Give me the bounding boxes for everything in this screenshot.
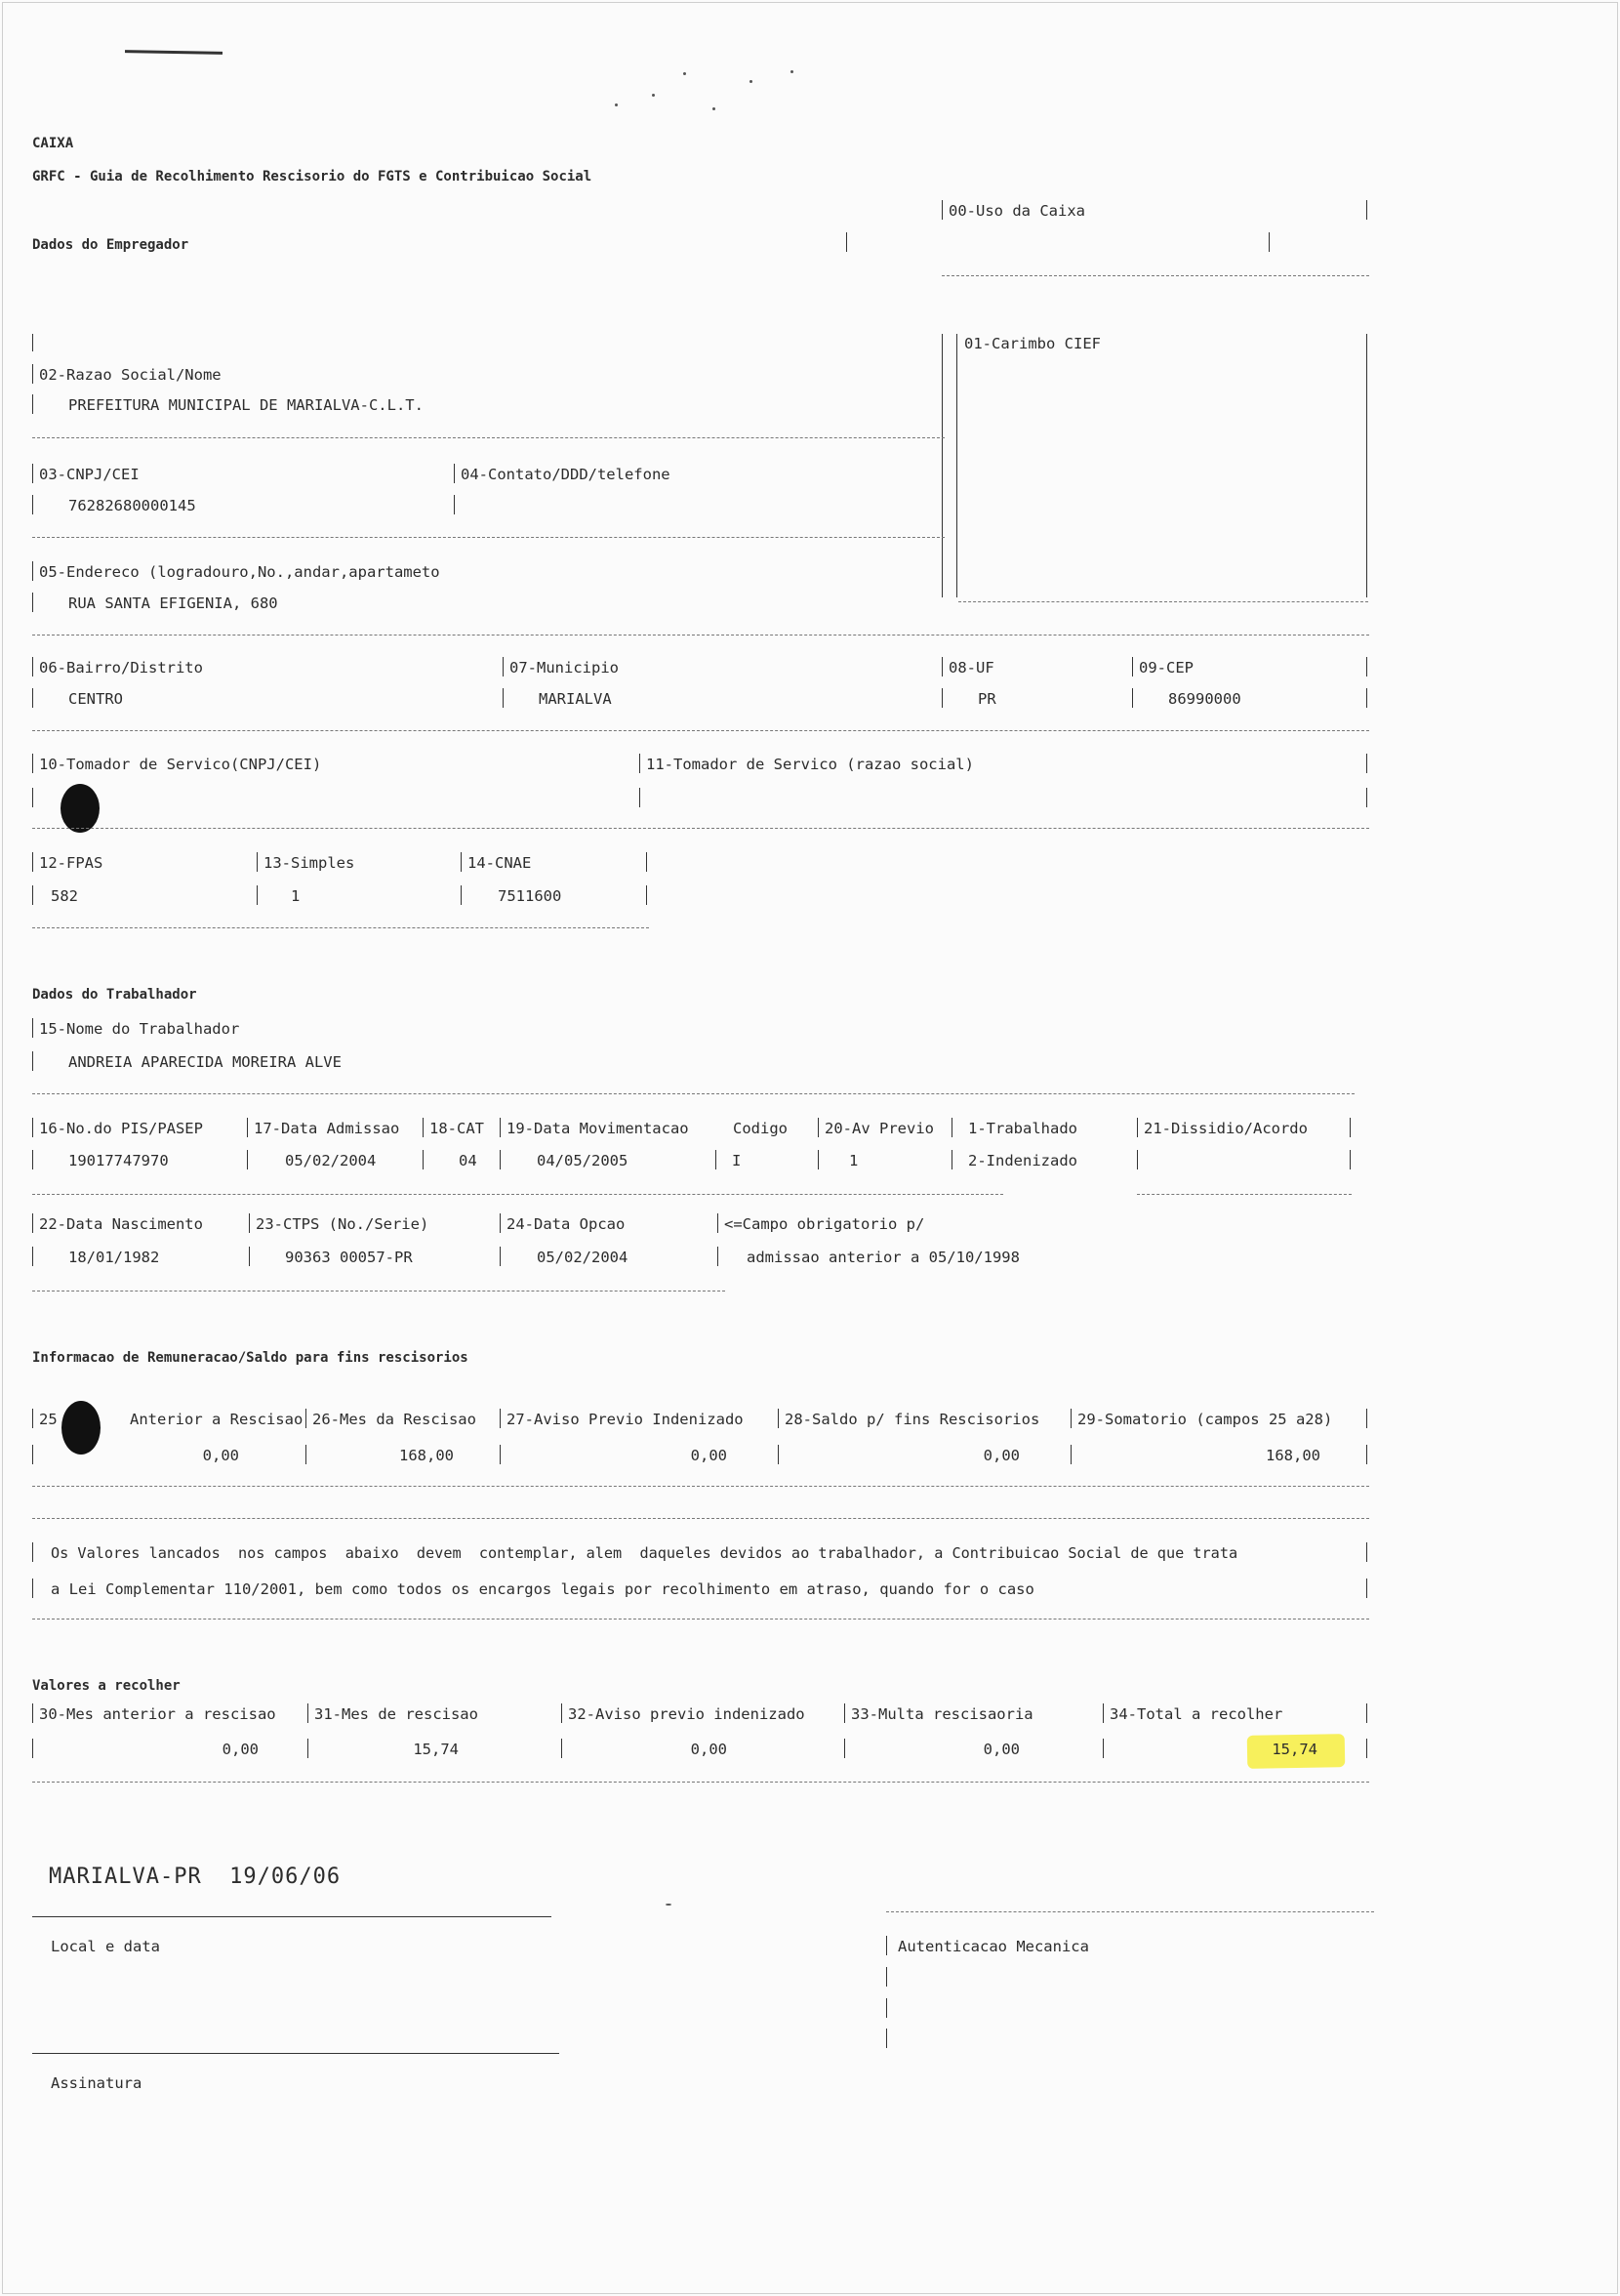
autenticacao-label: Autenticacao Mecanica [898, 1938, 1089, 1955]
divider [1366, 1739, 1367, 1758]
divider [1366, 657, 1367, 676]
form-title: GRFC - Guia de Recolhimento Rescisorio do FGTS e Contribuicao Social [32, 169, 592, 184]
c25-label: Anterior a Rescisao [130, 1411, 304, 1428]
divider [1132, 657, 1133, 676]
codigo-label: Codigo [733, 1120, 788, 1137]
note-line-1: Os Valores lancados nos campos abaixo devem contemplar, alem daqueles devidos ao trabalhador, a Contribuicao Social de que trata [51, 1544, 1238, 1562]
c29-label: 29-Somatorio (campos 25 a28) [1077, 1411, 1333, 1428]
divider [715, 1150, 716, 1169]
divider [1366, 1578, 1367, 1598]
speck [749, 80, 752, 83]
divider [32, 754, 33, 773]
c31-value: 15,74 [413, 1741, 459, 1758]
divider [32, 1703, 33, 1723]
divider [717, 1213, 718, 1233]
note-line-2: a Lei Complementar 110/2001, bem como todos os encargos legais por recolhimento em atraso, quando for o caso [51, 1580, 1034, 1598]
nascimento-label: 22-Data Nascimento [39, 1215, 203, 1233]
section-title-remuneracao: Informacao de Remuneracao/Saldo para fins rescisorios [32, 1350, 468, 1366]
speck [790, 70, 793, 73]
tomador-cnpj-label: 10-Tomador de Servico(CNPJ/CEI) [39, 756, 322, 773]
divider [818, 1118, 819, 1137]
opcao-label: 24-Data Opcao [506, 1215, 626, 1233]
page-border [2, 2, 1618, 2294]
divider [717, 1247, 718, 1266]
divider [32, 464, 33, 483]
divider [1366, 1445, 1367, 1464]
speck [652, 94, 655, 97]
punch-hole-mark [61, 784, 100, 833]
divider [1071, 1445, 1072, 1464]
separator-line [32, 927, 649, 928]
movimentacao-value: 04/05/2005 [537, 1152, 628, 1169]
divider [639, 788, 640, 807]
c26-label: 26-Mes da Rescisao [312, 1411, 476, 1428]
razao-value: PREFEITURA MUNICIPAL DE MARIALVA-C.L.T. [68, 396, 424, 414]
divider [454, 495, 455, 514]
divider [818, 1150, 819, 1169]
divider [247, 1150, 248, 1169]
divider [942, 688, 943, 708]
cnae-value: 7511600 [498, 887, 562, 905]
separator-line [32, 1782, 1369, 1783]
divider [32, 1247, 33, 1266]
divider [1366, 1703, 1367, 1723]
carimbo-label: 01-Carimbo CIEF [964, 335, 1101, 352]
divider [1366, 688, 1367, 708]
municipio-value: MARIALVA [539, 690, 612, 708]
bank-name: CAIXA [32, 136, 74, 151]
section-title-trabalhador: Dados do Trabalhador [32, 987, 197, 1003]
c33-value: 0,00 [983, 1741, 1020, 1758]
pis-label: 16-No.do PIS/PASEP [39, 1120, 203, 1137]
section-title-empregador: Dados do Empregador [32, 237, 189, 253]
tomador-razao-label: 11-Tomador de Servico (razao social) [646, 756, 974, 773]
divider [307, 1739, 308, 1758]
nascimento-value: 18/01/1982 [68, 1249, 160, 1266]
speck [683, 72, 686, 75]
admissao-label: 17-Data Admissao [254, 1120, 400, 1137]
divider [503, 688, 504, 708]
c34-label: 34-Total a recolher [1110, 1705, 1283, 1723]
divider [1366, 788, 1367, 807]
divider [32, 788, 33, 807]
nome-value: ANDREIA APARECIDA MOREIRA ALVE [68, 1053, 342, 1071]
divider [32, 1409, 33, 1428]
separator-line [32, 1619, 1369, 1620]
local-data-label: Local e data [51, 1938, 160, 1955]
divider [32, 1018, 33, 1038]
assinatura-line [32, 2053, 559, 2054]
codigo-value: I [732, 1152, 742, 1169]
contato-label: 04-Contato/DDD/telefone [461, 466, 670, 483]
divider [249, 1247, 250, 1266]
divider [32, 561, 33, 581]
av-previo-value: 1 [849, 1152, 859, 1169]
separator-line [32, 537, 945, 538]
fpas-value: 582 [51, 887, 78, 905]
divider [32, 394, 33, 414]
movimentacao-label: 19-Data Movimentacao [506, 1120, 689, 1137]
divider [247, 1118, 248, 1137]
admissao-anterior-note: admissao anterior a 05/10/1998 [747, 1249, 1020, 1266]
divider [886, 1936, 887, 1955]
cnpj-value: 76282680000145 [68, 497, 196, 514]
c32-label: 32-Aviso previo indenizado [568, 1705, 805, 1723]
divider [1366, 754, 1367, 773]
divider [844, 1739, 845, 1758]
cep-value: 86990000 [1168, 690, 1241, 708]
endereco-label: 05-Endereco (logradouro,No.,andar,apartameto [39, 563, 440, 581]
c28-label: 28-Saldo p/ fins Rescisorios [785, 1411, 1040, 1428]
divider [846, 232, 847, 252]
divider [32, 334, 33, 351]
cat-value: 04 [459, 1152, 477, 1169]
divider [32, 688, 33, 708]
assinatura-label: Assinatura [51, 2074, 142, 2092]
divider [423, 1118, 424, 1137]
municipio-label: 07-Municipio [509, 659, 619, 676]
bairro-label: 06-Bairro/Distrito [39, 659, 203, 676]
c31-label: 31-Mes de rescisao [314, 1705, 478, 1723]
divider [500, 1247, 501, 1266]
c32-value: 0,00 [690, 1741, 727, 1758]
separator-line [32, 635, 1369, 636]
separator-line [32, 828, 1369, 829]
endereco-value: RUA SANTA EFIGENIA, 680 [68, 594, 278, 612]
separator-line [958, 601, 1368, 602]
divider [886, 1967, 887, 1987]
campo-obrigatorio-note: <=Campo obrigatorio p/ [724, 1215, 925, 1233]
cnpj-label: 03-CNPJ/CEI [39, 466, 140, 483]
c26-value: 168,00 [399, 1447, 454, 1464]
divider [1269, 232, 1270, 252]
divider [1103, 1703, 1104, 1723]
divider [32, 1445, 33, 1464]
c30-value: 0,00 [222, 1741, 259, 1758]
c25-label-prefix: 25 [39, 1411, 58, 1428]
divider [500, 1118, 501, 1137]
divider [1103, 1739, 1104, 1758]
divider [257, 852, 258, 872]
razao-label: 02-Razao Social/Nome [39, 366, 222, 384]
divider [778, 1409, 779, 1428]
divider [32, 593, 33, 612]
separator-line [32, 730, 1369, 731]
separator-line [942, 275, 1369, 276]
divider [1366, 1542, 1367, 1562]
cat-label: 18-CAT [429, 1120, 484, 1137]
divider [561, 1739, 562, 1758]
divider [500, 1445, 501, 1464]
divider [32, 885, 33, 905]
bairro-value: CENTRO [68, 690, 123, 708]
fpas-label: 12-FPAS [39, 854, 103, 872]
divider [956, 334, 957, 597]
divider [1366, 1409, 1367, 1428]
separator-line [32, 1291, 725, 1292]
divider [32, 1118, 33, 1137]
local-data-line [32, 1916, 551, 1917]
trabalhado-option: 1-Trabalhado [968, 1120, 1077, 1137]
divider [778, 1445, 779, 1464]
separator-line [32, 437, 945, 438]
divider [32, 495, 33, 514]
c27-label: 27-Aviso Previo Indenizado [506, 1411, 744, 1428]
ctps-label: 23-CTPS (No./Serie) [256, 1215, 429, 1233]
ctps-value: 90363 00057-PR [285, 1249, 413, 1266]
c25-value: 0,00 [202, 1447, 239, 1464]
separator-line [886, 1911, 1374, 1912]
cnae-label: 14-CNAE [467, 854, 532, 872]
divider [32, 1739, 33, 1758]
divider [32, 657, 33, 676]
c30-label: 30-Mes anterior a rescisao [39, 1705, 276, 1723]
local-data-value: MARIALVA-PR 19/06/06 [49, 1865, 342, 1889]
uf-value: PR [978, 690, 996, 708]
divider [1366, 334, 1367, 597]
divider [561, 1703, 562, 1723]
divider [503, 657, 504, 676]
speck [712, 107, 715, 110]
av-previo-label: 20-Av Previo [825, 1120, 934, 1137]
divider [886, 2029, 887, 2048]
speck [666, 1904, 671, 1906]
separator-line [32, 1486, 1369, 1487]
divider [305, 1409, 306, 1428]
divider [1366, 200, 1367, 220]
divider [646, 885, 647, 905]
divider [639, 754, 640, 773]
divider [305, 1445, 306, 1464]
c29-value: 168,00 [1266, 1447, 1320, 1464]
c27-value: 0,00 [690, 1447, 727, 1464]
uso-caixa-label: 00-Uso da Caixa [949, 202, 1085, 220]
cep-label: 09-CEP [1139, 659, 1194, 676]
divider [500, 1150, 501, 1169]
speck [615, 103, 618, 106]
divider [1137, 1150, 1138, 1169]
divider [32, 852, 33, 872]
uf-label: 08-UF [949, 659, 994, 676]
divider [1137, 1118, 1138, 1137]
simples-label: 13-Simples [263, 854, 355, 872]
divider [461, 852, 462, 872]
divider [942, 334, 943, 597]
divider [844, 1703, 845, 1723]
divider [32, 1213, 33, 1233]
pis-value: 19017747970 [68, 1152, 169, 1169]
indenizado-option: 2-Indenizado [968, 1152, 1077, 1169]
divider [423, 1150, 424, 1169]
divider [942, 657, 943, 676]
separator-line [32, 1518, 1369, 1519]
c33-label: 33-Multa rescisaoria [851, 1705, 1033, 1723]
divider [32, 1051, 33, 1071]
divider [1350, 1150, 1351, 1169]
admissao-value: 05/02/2004 [285, 1152, 377, 1169]
divider [942, 200, 943, 220]
section-title-valores: Valores a recolher [32, 1678, 181, 1694]
c34-total-value: 15,74 [1272, 1741, 1317, 1758]
dissidio-label: 21-Dissidio/Acordo [1144, 1120, 1308, 1137]
divider [1350, 1118, 1351, 1137]
divider [500, 1213, 501, 1233]
divider [32, 1578, 33, 1598]
divider [1071, 1409, 1072, 1428]
divider [500, 1409, 501, 1428]
divider [257, 885, 258, 905]
simples-value: 1 [291, 887, 301, 905]
separator-line [32, 1093, 1355, 1094]
opcao-value: 05/02/2004 [537, 1249, 628, 1266]
divider [32, 1150, 33, 1169]
divider [886, 1998, 887, 2018]
divider [646, 852, 647, 872]
divider [307, 1703, 308, 1723]
divider [32, 364, 33, 384]
divider [32, 1542, 33, 1562]
divider [249, 1213, 250, 1233]
nome-label: 15-Nome do Trabalhador [39, 1020, 240, 1038]
separator-line [1137, 1194, 1352, 1195]
divider [1132, 688, 1133, 708]
separator-line [32, 1194, 1003, 1195]
divider [454, 464, 455, 483]
divider [461, 885, 462, 905]
c28-value: 0,00 [983, 1447, 1020, 1464]
punch-hole-mark [61, 1401, 101, 1455]
